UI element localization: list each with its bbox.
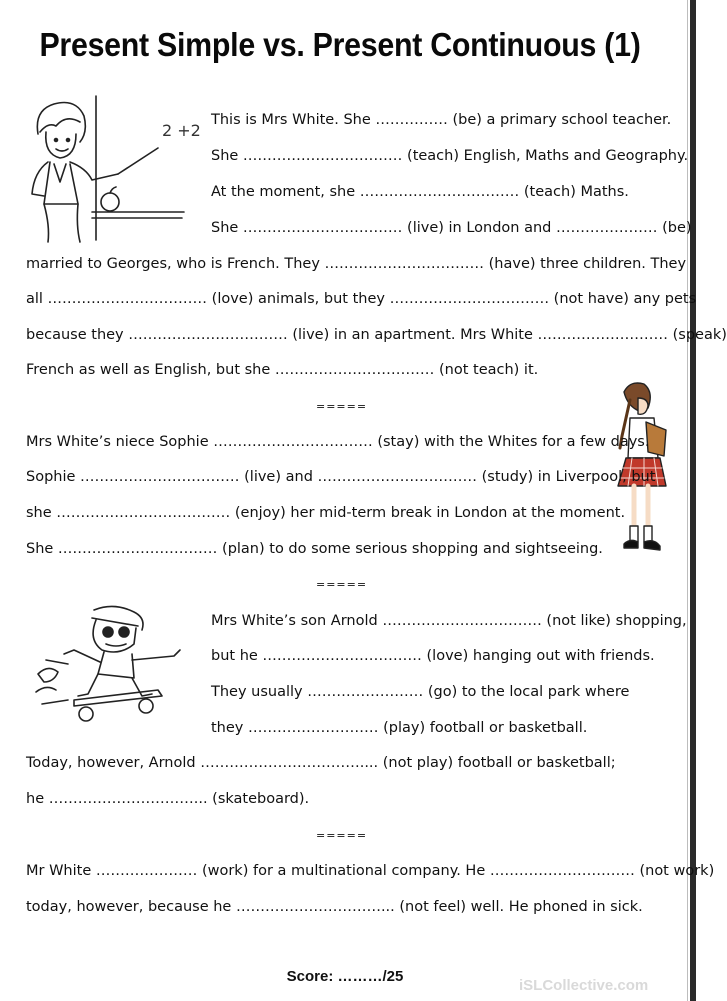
s2-line-4: She …………………………… (plan) to do some serious shopping and sightseeing. (26, 541, 603, 557)
board-math-text: 2 +2 (162, 121, 201, 140)
s3-line-3: They usually …………………… (go) to the local park where (211, 684, 630, 700)
s2-line-1: Mrs White’s niece Sophie …………………………… (stay) with the Whites for a few days. (26, 434, 650, 450)
s3-line-5: Today, however, Arnold …………………………….... (not play) football or basketball; (26, 755, 616, 771)
worksheet-title: Present Simple vs. Present Continuous (1) (39, 26, 641, 63)
score-label: Score: ………/25 (286, 968, 404, 985)
separator-2: ===== (316, 578, 368, 591)
s3-line-4: they ……………………… (play) football or basketball. (211, 720, 588, 736)
s3-line-1: Mrs White’s son Arnold …………………………… (not like) shopping, (211, 613, 687, 629)
s1-line-6: all …………………………… (love) animals, but they …………………………… (not have) any pets (26, 291, 697, 307)
separator-1: ===== (316, 400, 368, 413)
s4-line-1: Mr White ………………… (work) for a multinational company. He ………………………… (not work) (26, 863, 715, 879)
s3-line-6: he …………………………... (skateboard). (26, 791, 310, 807)
watermark: iSLCollective.com (519, 977, 649, 994)
s1-line-4: She …………………………… (live) in London and ………………… (be) (211, 220, 692, 236)
separator-3: ===== (316, 829, 368, 842)
s3-line-2: but he …………………………… (love) hanging out with friends. (211, 648, 655, 664)
s2-line-2: Sophie …………………………… (live) and …………………………… (study) in Liverpool, but (26, 469, 656, 485)
s1-line-1: This is Mrs White. She …………… (be) a primary school teacher. (211, 112, 672, 128)
s4-line-2: today, however, because he …………………………... (not feel) well. He phoned in sick. (26, 899, 643, 915)
s2-line-3: she ……………………………… (enjoy) her mid-term break in London at the moment. (26, 505, 626, 521)
s1-line-8: French as well as English, but she …………………………… (not teach) it. (26, 362, 539, 378)
s1-line-2: She …………………………… (teach) English, Maths and Geography. (211, 148, 689, 164)
teacher-illustration (26, 92, 201, 244)
page-edge-bar (690, 0, 696, 1001)
s1-line-3: At the moment, she …………………………… (teach) Maths. (211, 184, 629, 200)
skateboarder-illustration (34, 604, 184, 734)
s1-line-7: because they …………………………… (live) in an apartment. Mrs White ……………………… (speak) (26, 327, 727, 343)
s1-line-5: married to Georges, who is French. They …………………………… (have) three children. They (26, 256, 687, 272)
